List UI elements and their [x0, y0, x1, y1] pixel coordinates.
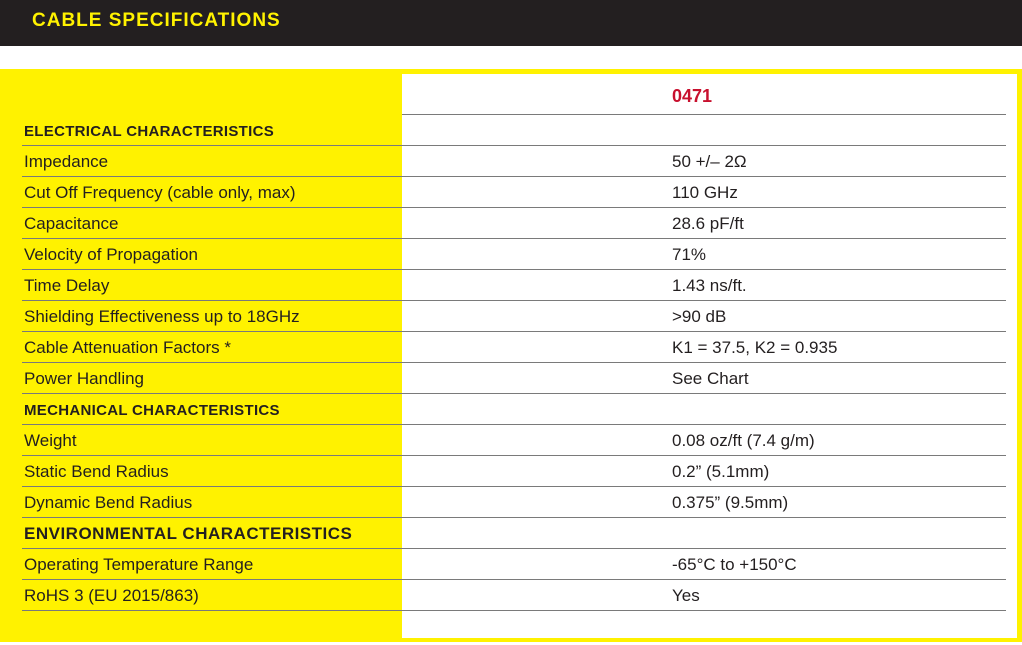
row-value: 28.6 pF/ft	[672, 214, 744, 233]
table-row	[0, 208, 1022, 239]
row-label: Weight	[24, 431, 77, 450]
section-heading: ENVIRONMENTAL CHARACTERISTICS	[24, 524, 353, 543]
header-bar	[0, 0, 1022, 46]
table-row	[0, 549, 1022, 580]
row-label: Power Handling	[24, 369, 145, 388]
row-label: Shielding Effectiveness up to 18GHz	[24, 307, 300, 326]
row-value: 0.08 oz/ft (7.4 g/m)	[672, 431, 815, 450]
row-value: 110 GHz	[672, 183, 738, 202]
table-row	[0, 580, 1022, 611]
table-row	[0, 456, 1022, 487]
row-value: Yes	[672, 586, 700, 605]
section-heading: MECHANICAL CHARACTERISTICS	[24, 402, 280, 419]
row-value: 0.375” (9.5mm)	[672, 493, 789, 512]
row-value: 1.43 ns/ft.	[672, 276, 747, 295]
table-row	[0, 146, 1022, 177]
row-value: >90 dB	[672, 307, 727, 326]
row-value: 71%	[672, 245, 707, 264]
row-label: Capacitance	[24, 214, 119, 233]
row-value: See Chart	[672, 369, 749, 388]
table-header-row	[0, 84, 1022, 115]
row-value: 0.2” (5.1mm)	[672, 462, 770, 481]
section-electrical	[0, 115, 1022, 146]
table-row	[0, 487, 1022, 518]
table-row	[0, 239, 1022, 270]
page-title: CABLE SPECIFICATIONS	[32, 10, 281, 31]
part-number-header: 0471	[672, 86, 713, 106]
row-value: -65°C to +150°C	[672, 555, 797, 574]
row-value: 50 +/– 2Ω	[672, 152, 747, 171]
table-row	[0, 363, 1022, 394]
section-mechanical	[0, 394, 1022, 425]
row-label: RoHS 3 (EU 2015/863)	[24, 586, 199, 605]
row-label: Cut Off Frequency (cable only, max)	[24, 183, 296, 202]
row-label: Dynamic Bend Radius	[24, 493, 193, 512]
section-environmental	[0, 518, 1022, 549]
table-row	[0, 301, 1022, 332]
row-label: Cable Attenuation Factors *	[24, 338, 231, 357]
row-label: Operating Temperature Range	[24, 555, 254, 574]
table-row	[0, 177, 1022, 208]
table-row	[0, 425, 1022, 456]
row-label: Time Delay	[24, 276, 110, 295]
row-label: Impedance	[24, 152, 109, 171]
section-heading: ELECTRICAL CHARACTERISTICS	[24, 123, 275, 140]
row-label: Velocity of Propagation	[24, 245, 198, 264]
table-row	[0, 270, 1022, 301]
row-label: Static Bend Radius	[24, 462, 169, 481]
table-row	[0, 332, 1022, 363]
row-value: K1 = 37.5, K2 = 0.935	[672, 338, 838, 357]
